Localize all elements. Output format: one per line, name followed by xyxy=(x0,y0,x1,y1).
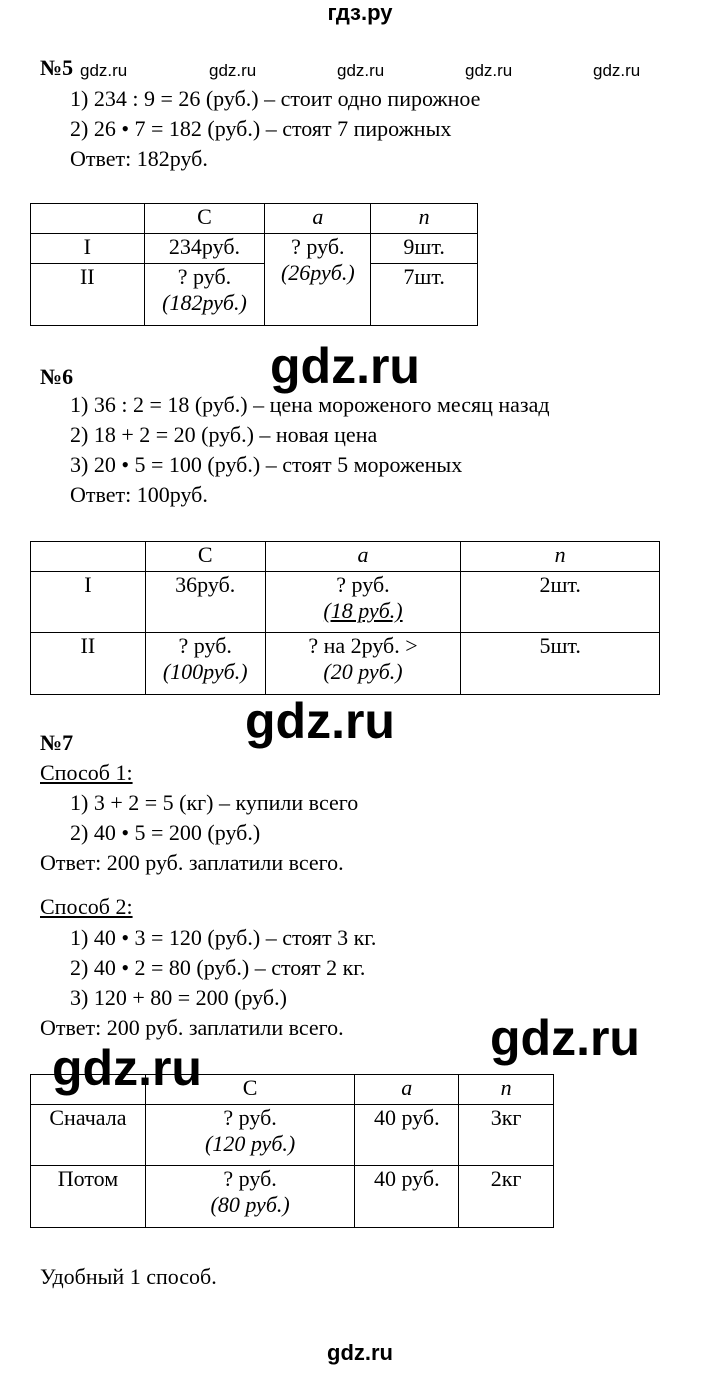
table-cell xyxy=(144,264,265,326)
task5-answer: Ответ: 182руб. xyxy=(70,146,208,171)
watermark-small: gdz.ru xyxy=(80,61,128,80)
cell-text: ? на 2руб. > xyxy=(308,633,418,658)
watermark-big: gdz.ru xyxy=(270,338,420,394)
task7-way2-line-3: 3) 120 + 80 = 200 (руб.) xyxy=(70,985,287,1010)
task5-table xyxy=(30,203,478,326)
table-header-cell: С xyxy=(145,1075,355,1105)
task7-title: №7 xyxy=(40,730,74,755)
cell-result: (18 руб.) xyxy=(323,598,403,623)
site-header: гдз.ру xyxy=(327,0,393,25)
table-cell: 9шт. xyxy=(371,234,478,264)
task5-title: №5 xyxy=(40,55,74,80)
table-header-row xyxy=(31,542,660,572)
table-header-cell: n xyxy=(461,542,660,572)
table-cell xyxy=(265,234,371,326)
task7-way2-line-1: 1) 40 • 3 = 120 (руб.) – стоят 3 кг. xyxy=(70,925,377,950)
task7-table xyxy=(30,1074,554,1228)
table-cell: II xyxy=(31,264,145,326)
table-cell xyxy=(145,633,265,695)
cell-text: ? руб. xyxy=(223,1105,277,1130)
table-header-cell: n xyxy=(459,1075,554,1105)
task7-way1-line-2: 2) 40 • 5 = 200 (руб.) xyxy=(70,820,261,845)
table-cell: 3кг xyxy=(459,1105,554,1166)
table-cell: 2шт. xyxy=(461,572,660,633)
site-footer: gdz.ru xyxy=(327,1340,393,1365)
task7-way1-answer: Ответ: 200 руб. заплатили всего. xyxy=(40,850,344,875)
table-cell: 40 руб. xyxy=(355,1166,459,1228)
table-header-cell: n xyxy=(371,204,478,234)
table-row xyxy=(31,264,478,326)
cell-result: (80 руб.) xyxy=(210,1192,290,1217)
task7-conclusion: Удобный 1 способ. xyxy=(40,1264,217,1289)
table-cell: 36руб. xyxy=(145,572,265,633)
table-header-cell xyxy=(31,204,145,234)
table-header-cell xyxy=(31,542,146,572)
table-header-row xyxy=(31,204,478,234)
watermark-big: gdz.ru xyxy=(490,1010,640,1066)
table-header-cell: С xyxy=(144,204,265,234)
task5-line-1: 1) 234 : 9 = 26 (руб.) – стоит одно пирожное xyxy=(70,86,481,111)
table-row xyxy=(31,633,660,695)
cell-text: ? руб. xyxy=(177,264,232,289)
task7-way2-line-2: 2) 40 • 2 = 80 (руб.) – стоят 2 кг. xyxy=(70,955,366,980)
task5-line-2: 2) 26 • 7 = 182 (руб.) – стоят 7 пирожных xyxy=(70,116,452,141)
table-cell xyxy=(265,633,461,695)
cell-result: (26руб.) xyxy=(280,260,355,285)
task6-line-1: 1) 36 : 2 = 18 (руб.) – цена мороженого месяц назад xyxy=(70,392,550,417)
watermark-big: gdz.ru xyxy=(52,1040,202,1096)
table-cell: I xyxy=(31,572,146,633)
task7-way1-title: Способ 1: xyxy=(40,760,133,785)
table-header-cell: a xyxy=(355,1075,459,1105)
table-header-cell: a xyxy=(265,204,371,234)
table-cell: I xyxy=(31,234,145,264)
cell-text: ? руб. xyxy=(223,1166,277,1191)
table-header-cell: С xyxy=(145,542,265,572)
cell-result: (182руб.) xyxy=(162,290,247,315)
task6-line-3: 3) 20 • 5 = 100 (руб.) – стоят 5 мороженых xyxy=(70,452,463,477)
task6-table xyxy=(30,541,660,695)
table-row xyxy=(31,1166,554,1228)
table-cell: 40 руб. xyxy=(355,1105,459,1166)
task6-answer: Ответ: 100руб. xyxy=(70,482,208,507)
table-cell: Сначала xyxy=(31,1105,146,1166)
task7-way2-answer: Ответ: 200 руб. заплатили всего. xyxy=(40,1015,344,1040)
table-row xyxy=(31,234,478,264)
table-row xyxy=(31,572,660,633)
watermark-small: gdz.ru xyxy=(593,61,641,80)
cell-text: ? руб. xyxy=(336,572,390,597)
cell-text: ? руб. xyxy=(291,234,345,259)
watermark-small: gdz.ru xyxy=(337,61,385,80)
table-cell: 234руб. xyxy=(144,234,265,264)
task7-way1-line-1: 1) 3 + 2 = 5 (кг) – купили всего xyxy=(70,790,359,815)
watermark-big: gdz.ru xyxy=(245,693,395,749)
table-cell: II xyxy=(31,633,146,695)
watermark-small: gdz.ru xyxy=(209,61,257,80)
table-row xyxy=(31,1105,554,1166)
table-cell: Потом xyxy=(31,1166,146,1228)
task6-title: №6 xyxy=(40,364,74,389)
table-cell xyxy=(145,1105,355,1166)
task7-way2-title: Способ 2: xyxy=(40,894,133,919)
table-header-cell: a xyxy=(265,542,461,572)
cell-result: (120 руб.) xyxy=(205,1131,296,1156)
table-cell xyxy=(145,1166,355,1228)
table-cell: 2кг xyxy=(459,1166,554,1228)
table-cell: 7шт. xyxy=(371,264,478,326)
watermark-small: gdz.ru xyxy=(465,61,513,80)
cell-result: (20 руб.) xyxy=(323,659,403,684)
cell-text: ? руб. xyxy=(178,633,232,658)
table-cell xyxy=(265,572,461,633)
task6-line-2: 2) 18 + 2 = 20 (руб.) – новая цена xyxy=(70,422,378,447)
cell-result: (100руб.) xyxy=(162,659,248,684)
table-cell: 5шт. xyxy=(461,633,660,695)
